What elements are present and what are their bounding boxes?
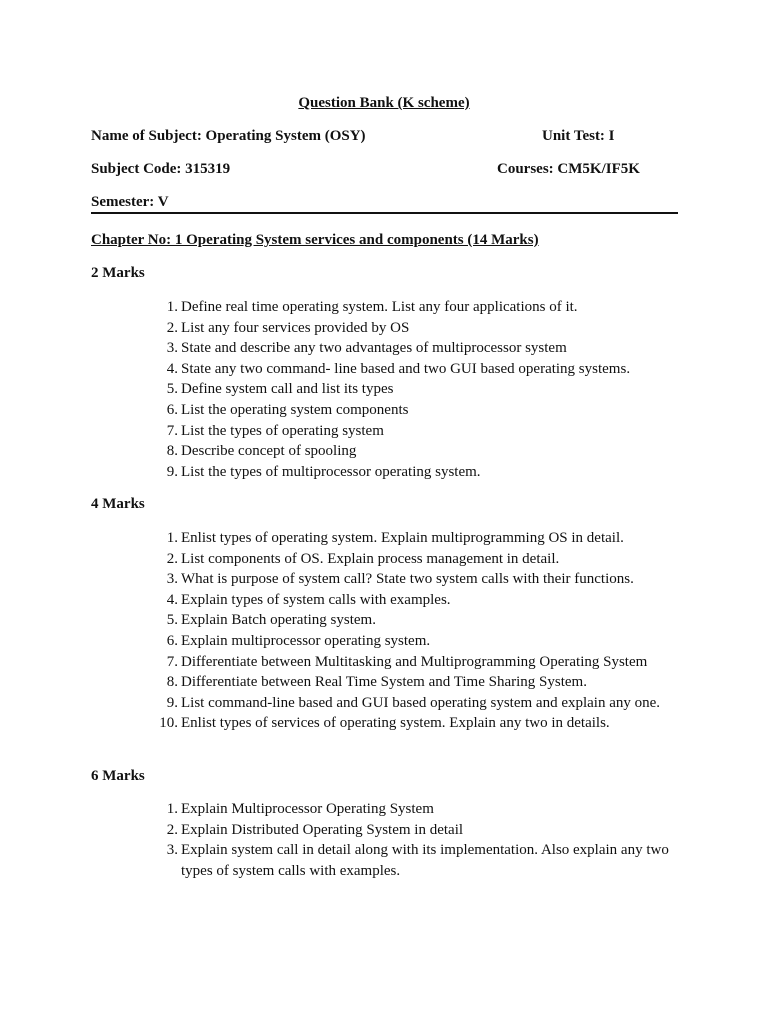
question-item bbox=[150, 318, 680, 339]
question-number: 1. bbox=[166, 530, 178, 546]
question-number: 1. bbox=[166, 801, 178, 817]
question-text: Define system call and list its types bbox=[181, 381, 394, 398]
question-item bbox=[150, 672, 680, 693]
question-text: Explain multiprocessor operating system. bbox=[181, 632, 431, 649]
question-text: Differentiate between Real Time System and Time Sharing System. bbox=[181, 674, 587, 691]
question-text: List the operating system components bbox=[181, 401, 409, 418]
question-number: 9. bbox=[166, 463, 178, 480]
question-text: State any two command- line based and two GUI based operating systems. bbox=[181, 360, 631, 377]
question-text: List the types of multiprocessor operating system. bbox=[181, 463, 481, 480]
question-number: 3. bbox=[166, 340, 178, 357]
question-text: Describe concept of spooling bbox=[181, 443, 357, 460]
header-divider bbox=[91, 212, 678, 214]
question-item bbox=[150, 590, 680, 611]
question-text: Explain types of system calls with examples. bbox=[181, 591, 451, 608]
question-number: 2. bbox=[166, 550, 178, 567]
question-list-4-marks bbox=[150, 528, 680, 734]
question-item bbox=[150, 569, 680, 590]
question-text: List the types of operating system bbox=[181, 422, 384, 439]
document-title: Question Bank (K scheme) bbox=[298, 95, 470, 111]
question-number: 3. bbox=[166, 571, 178, 588]
question-item bbox=[150, 297, 680, 318]
question-item bbox=[150, 528, 680, 549]
question-text: Enlist types of services of operating system. Explain any two in details. bbox=[181, 715, 610, 732]
chapter-heading: Chapter No: 1 Operating System services and components (14 Marks) bbox=[91, 232, 539, 248]
question-item bbox=[150, 400, 680, 421]
question-number: 8. bbox=[166, 674, 178, 691]
question-number: 6. bbox=[166, 632, 178, 649]
question-item bbox=[150, 338, 680, 359]
question-number: 7. bbox=[166, 653, 178, 670]
question-text: Explain system call in detail along with its implementation. Also explain any two types of system calls with examples. bbox=[181, 842, 669, 879]
question-number: 8. bbox=[166, 443, 178, 460]
subject-name: Name of Subject: Operating System (OSY) bbox=[91, 128, 366, 144]
question-list-2-marks bbox=[150, 297, 680, 482]
question-text: What is purpose of system call? State two system calls with their functions. bbox=[181, 571, 634, 588]
question-number: 5. bbox=[166, 381, 178, 398]
question-text: Explain Distributed Operating System in detail bbox=[181, 821, 464, 838]
question-item bbox=[150, 713, 680, 734]
question-item bbox=[150, 462, 680, 483]
question-number: 3. bbox=[166, 842, 178, 859]
question-text: Explain Multiprocessor Operating System bbox=[181, 801, 434, 817]
question-item bbox=[150, 379, 680, 400]
section-heading-4-marks: 4 Marks bbox=[91, 496, 145, 512]
question-item bbox=[150, 631, 680, 652]
question-item bbox=[150, 610, 680, 631]
question-item bbox=[150, 421, 680, 442]
question-text: List components of OS. Explain process management in detail. bbox=[181, 550, 560, 567]
semester: Semester: V bbox=[91, 194, 169, 210]
section-heading-6-marks: 6 Marks bbox=[91, 768, 145, 784]
question-number: 9. bbox=[166, 694, 178, 711]
question-text: List command-line based and GUI based operating system and explain any one. bbox=[181, 694, 661, 711]
subject-code: Subject Code: 315319 bbox=[91, 161, 231, 177]
unit-test: Unit Test: I bbox=[542, 128, 615, 144]
question-item bbox=[150, 799, 680, 820]
question-number: 1. bbox=[166, 299, 178, 315]
question-number: 6. bbox=[166, 401, 178, 418]
section-heading-2-marks: 2 Marks bbox=[91, 265, 145, 281]
question-number: 2. bbox=[166, 319, 178, 336]
courses: Courses: CM5K/IF5K bbox=[497, 161, 640, 177]
question-number: 7. bbox=[166, 422, 178, 439]
question-number: 2. bbox=[166, 821, 178, 838]
question-item bbox=[150, 359, 680, 380]
question-item bbox=[150, 820, 680, 841]
question-text: Explain Batch operating system. bbox=[181, 612, 376, 629]
question-list-6-marks bbox=[150, 799, 680, 881]
question-item bbox=[150, 693, 680, 714]
question-number: 4. bbox=[166, 591, 178, 608]
question-text: Define real time operating system. List any four applications of it. bbox=[181, 299, 578, 315]
question-item bbox=[150, 652, 680, 673]
question-number: 5. bbox=[166, 612, 178, 629]
question-item bbox=[150, 441, 680, 462]
question-number: 4. bbox=[166, 360, 178, 377]
question-text: Differentiate between Multitasking and Multiprogramming Operating System bbox=[181, 653, 648, 670]
question-item bbox=[150, 549, 680, 570]
question-item bbox=[150, 840, 680, 881]
question-number: 10. bbox=[159, 715, 178, 732]
question-text: Enlist types of operating system. Explain multiprogramming OS in detail. bbox=[181, 530, 624, 546]
question-text: State and describe any two advantages of multiprocessor system bbox=[181, 340, 567, 357]
question-text: List any four services provided by OS bbox=[181, 319, 410, 336]
